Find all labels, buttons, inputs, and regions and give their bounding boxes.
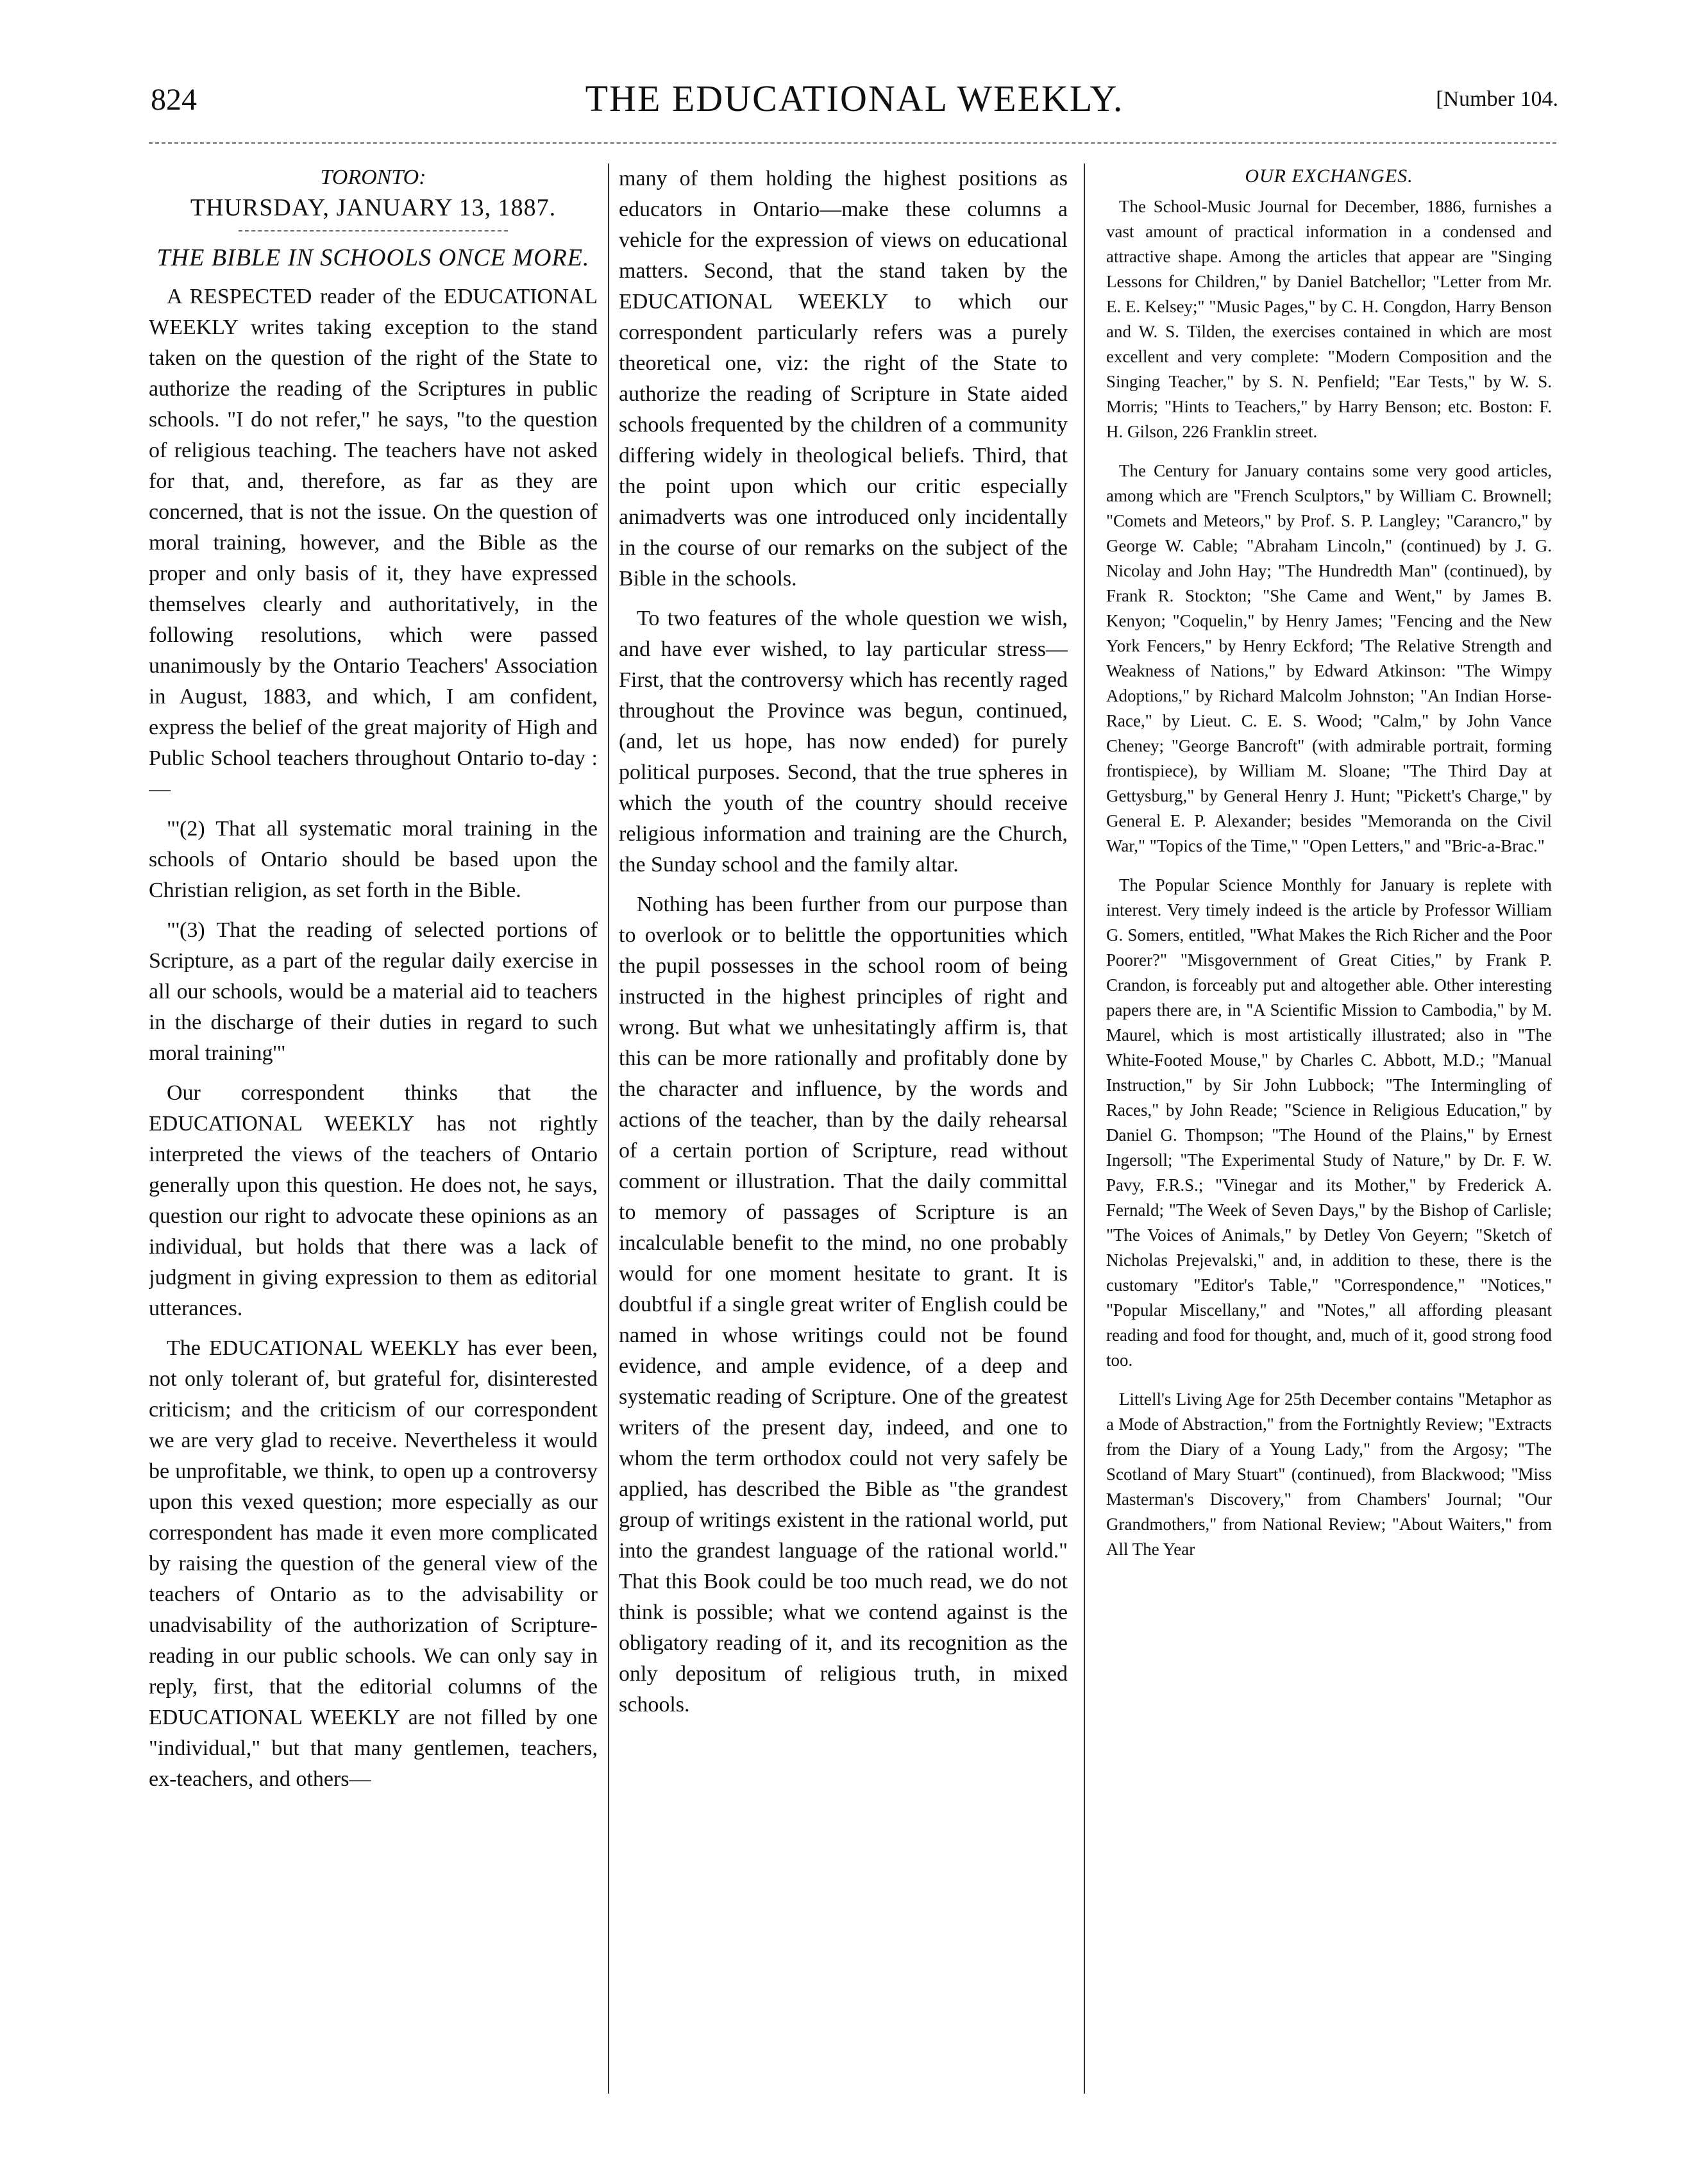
article-paragraph: Our correspondent thinks that the EDUCATIONAL WEEKLY has not rightly interpreted the views of the teachers of Ontario generally upon this question. He does not, he says, question our right to advocate these opinions as an individual, but holds that there was a lack of judgment in giving expression to them as editorial utterances. [149, 1081, 598, 1320]
article-paragraph: A RESPECTED reader of the EDUCATIONAL WEEKLY writes taking exception to the stand taken on the question of the right of the State to authorize the reading of the Scriptures in public schools. "I do not refer," he says, "to the question of religious teaching. The teachers have not asked for that, and, therefore, as far as they are concerned, that is not the issue. On the question of moral training, however, and the Bible as the proper and only basis of it, they have expressed themselves clearly and authoritatively, in the following resolutions, which were passed unanimously by the Ontario Teachers' Association in August, 1883, and which, I am confident, express the belief of the great majority of High and Public School teachers throughout Ontario to-day :— [149, 285, 598, 801]
article-title: THE BIBLE IN SCHOOLS ONCE MORE. [156, 244, 590, 271]
exchange-paragraph: Littell's Living Age for 25th December contains "Metaphor as a Mode of Abstraction," from the Fortnightly Review; "Extracts from the Diary of a Young Lady," from the Argosy; "The Scotland of Mary Stuart" (continued), from Blackwood; "Miss Masterman's Discovery," from Chambers' Journal; "Our Grandmothers," from National Review; "About Waiters," from All The Year [1106, 1390, 1552, 1559]
page-title: THE EDUCATIONAL WEEKLY. [585, 78, 1124, 119]
page-number: 824 [151, 83, 197, 117]
issue-number: [Number 104. [1436, 87, 1558, 111]
header-rule [149, 142, 1556, 144]
section-title: OUR EXCHANGES. [1245, 165, 1413, 187]
column-divider [1084, 164, 1085, 2094]
article-paragraph: "'(2) That all systematic moral training in the schools of Ontario should be based upon the Christian religion, as set forth in the Bible. [149, 817, 598, 902]
dateline-city: TORONTO: [320, 165, 426, 189]
column-left [149, 164, 598, 2100]
article-paragraph: "'(3) That the reading of selected portions of Scripture, as a part of the regular daily exercise in all our schools, would be a material aid to teachers in the discharge of their duties in regard to such moral training'" [149, 918, 598, 1065]
exchange-paragraph: The Popular Science Monthly for January is replete with interest. Very timely indeed is the article by Professor William G. Somers, entitled, "What Makes the Rich Richer and the Poor Poorer?" "Misgovernment of Great Cities," by Frank P. Crandon, is forceably put and altogether able. Other interesting papers there are, in "A Scientific Mission to Cambodia," by M. Maurel, which is most artistically illustrated; also in "The White-Footed Mouse," by Charles C. Abbott, M.D.; "Manual Instruction," by Sir John Lubbock; "The Intermingling of Races," by John Reade; "Science in Religious Education," by Daniel G. Thompson; "The Hound of the Plains," by Ernest Ingersoll; "The Experimental Study of Nature," by Dr. F. W. Pavy, F.R.S.; "Vinegar and its Mother," by Frederick A. Fernald; "The Week of Seven Days," by the Bishop of Carlisle; "The Voices of Animals," by Detley Von Geyern; "Sketch of Nicholas Prejevalski," and, in addition to these, there is the customary "Editor's Table," "Correspondence," "Notices," "Popular Miscellany," and "Notes," all affording pleasant reading and food for thought, and, much of it, good strong food too. [1106, 875, 1552, 1370]
exchange-paragraph: The School-Music Journal for December, 1886, furnishes a vast amount of practical information in a condensed and attractive shape. Among the articles that appear are "Singing Lessons for Children," by Daniel Batchellor; "Letter from Mr. E. E. Kelsey;" "Music Pages," by C. H. Congdon, Harry Benson and W. S. Tilden, the exercises contained in which are most excellent and very complete: "Modern Composition and the Singing Teacher," by S. N. Penfield; "Ear Tests," by W. S. Morris; "Hints to Teachers," by Harry Benson; etc. Boston: F. H. Gilson, 226 Franklin street. [1106, 197, 1552, 441]
column-middle [619, 164, 1068, 2100]
article-paragraph: Nothing has been further from our purpose than to overlook or to belittle the opportunities which the pupil possesses in the school room of being instructed in the highest principles of right and wrong. But what we unhesitatingly affirm is, that this can be more rationally and profitably done by the character and influence, by the words and actions of the teacher, than by the daily rehearsal of a certain portion of Scripture, read without comment or illustration. That the daily committal to memory of passages of Scripture is an incalculable benefit to the mind, no one probably would for one moment hesitate to grant. It is doubtful if a single great writer of English could be named in whose writings could not be found evidence, and ample evidence, of a deep and systematic reading of Scripture. One of the greatest writers of the present day, indeed, and one to whom the term orthodox could not very safely be applied, has described the Bible as "the grandest group of writings existent in the rational world, put into the grandest language of the rational world." That this Book could be too much read, we do not think is possible; what we contend against is the obligatory reading of it, and its recognition as the only depositum of religious truth, in mixed schools. [619, 893, 1068, 1717]
column-divider [608, 164, 609, 2094]
dateline-rule [239, 230, 508, 231]
column-right [1106, 164, 1552, 2100]
exchange-paragraph: The Century for January contains some very good articles, among which are "French Sculptors," by William C. Brownell; "Comets and Meteors," by Prof. S. P. Langley; "Carancro," by George W. Cable; "Abraham Lincoln," (continued) by J. G. Nicolay and John Hay; "The Hundredth Man" (continued), by Frank R. Stockton; "She Came and Went," by James B. Kenyon; "Coquelin," by Henry James; "Fencing and the New York Fencers," by Henry Eckford; 'The Relative Strength and Weakness of Nations," by Edward Atkinson: "The Wimpy Adoptions," by Richard Malcolm Johnston; "An Indian Horse-Race," by Lieut. C. E. S. Wood; "Calm," by John Vance Cheney; "George Bancroft" (with admirable portrait, forming frontispiece), by William M. Sloane; "The Third Day at Gettysburg," by General Henry J. Hunt; "Pickett's Charge," by General E. P. Alexander; besides "Memoranda on the Civil War," "Topics of the Time," "Open Letters," and "Bric-a-Brac." [1106, 461, 1552, 855]
article-paragraph: The EDUCATIONAL WEEKLY has ever been, not only tolerant of, but grateful for, disinterested criticism; and the criticism of our correspondent we are very glad to receive. Nevertheless it would be unprofitable, we think, to open up a controversy upon this vexed question; more especially as our correspondent has made it even more complicated by raising the question of the general view of the teachers of Ontario as to the advisability or unadvisability of the authorization of Scripture-reading in our public schools. We can only say in reply, first, that the editorial columns of the EDUCATIONAL WEEKLY are not filled by one "individual," but that many gentlemen, teachers, ex-teachers, and others— [149, 1336, 598, 1791]
page-header [151, 77, 1558, 135]
dateline-date: THURSDAY, JANUARY 13, 1887. [190, 194, 557, 221]
article-paragraph: To two features of the whole question we wish, and have ever wished, to lay particular stress—First, that the controversy which has recently raged throughout the Province was begun, continued, (and, let us hope, has now ended) for purely political purposes. Second, that the true spheres in which the youth of the country should receive religious information and training are the Church, the Sunday school and the family altar. [619, 607, 1068, 877]
article-paragraph: many of them holding the highest positions as educators in Ontario—make these columns a vehicle for the expression of views on educational matters. Second, that the stand taken by the EDUCATIONAL WEEKLY to which our correspondent particularly refers was a purely theoretical one, viz: the right of the State to authorize the reading of Scripture in State aided schools frequented by the children of a community differing widely in theological beliefs. Third, that the point upon which our critic especially animadverts was one introduced only incidentally in the course of our remarks on the subject of the Bible in the schools. [619, 167, 1068, 591]
